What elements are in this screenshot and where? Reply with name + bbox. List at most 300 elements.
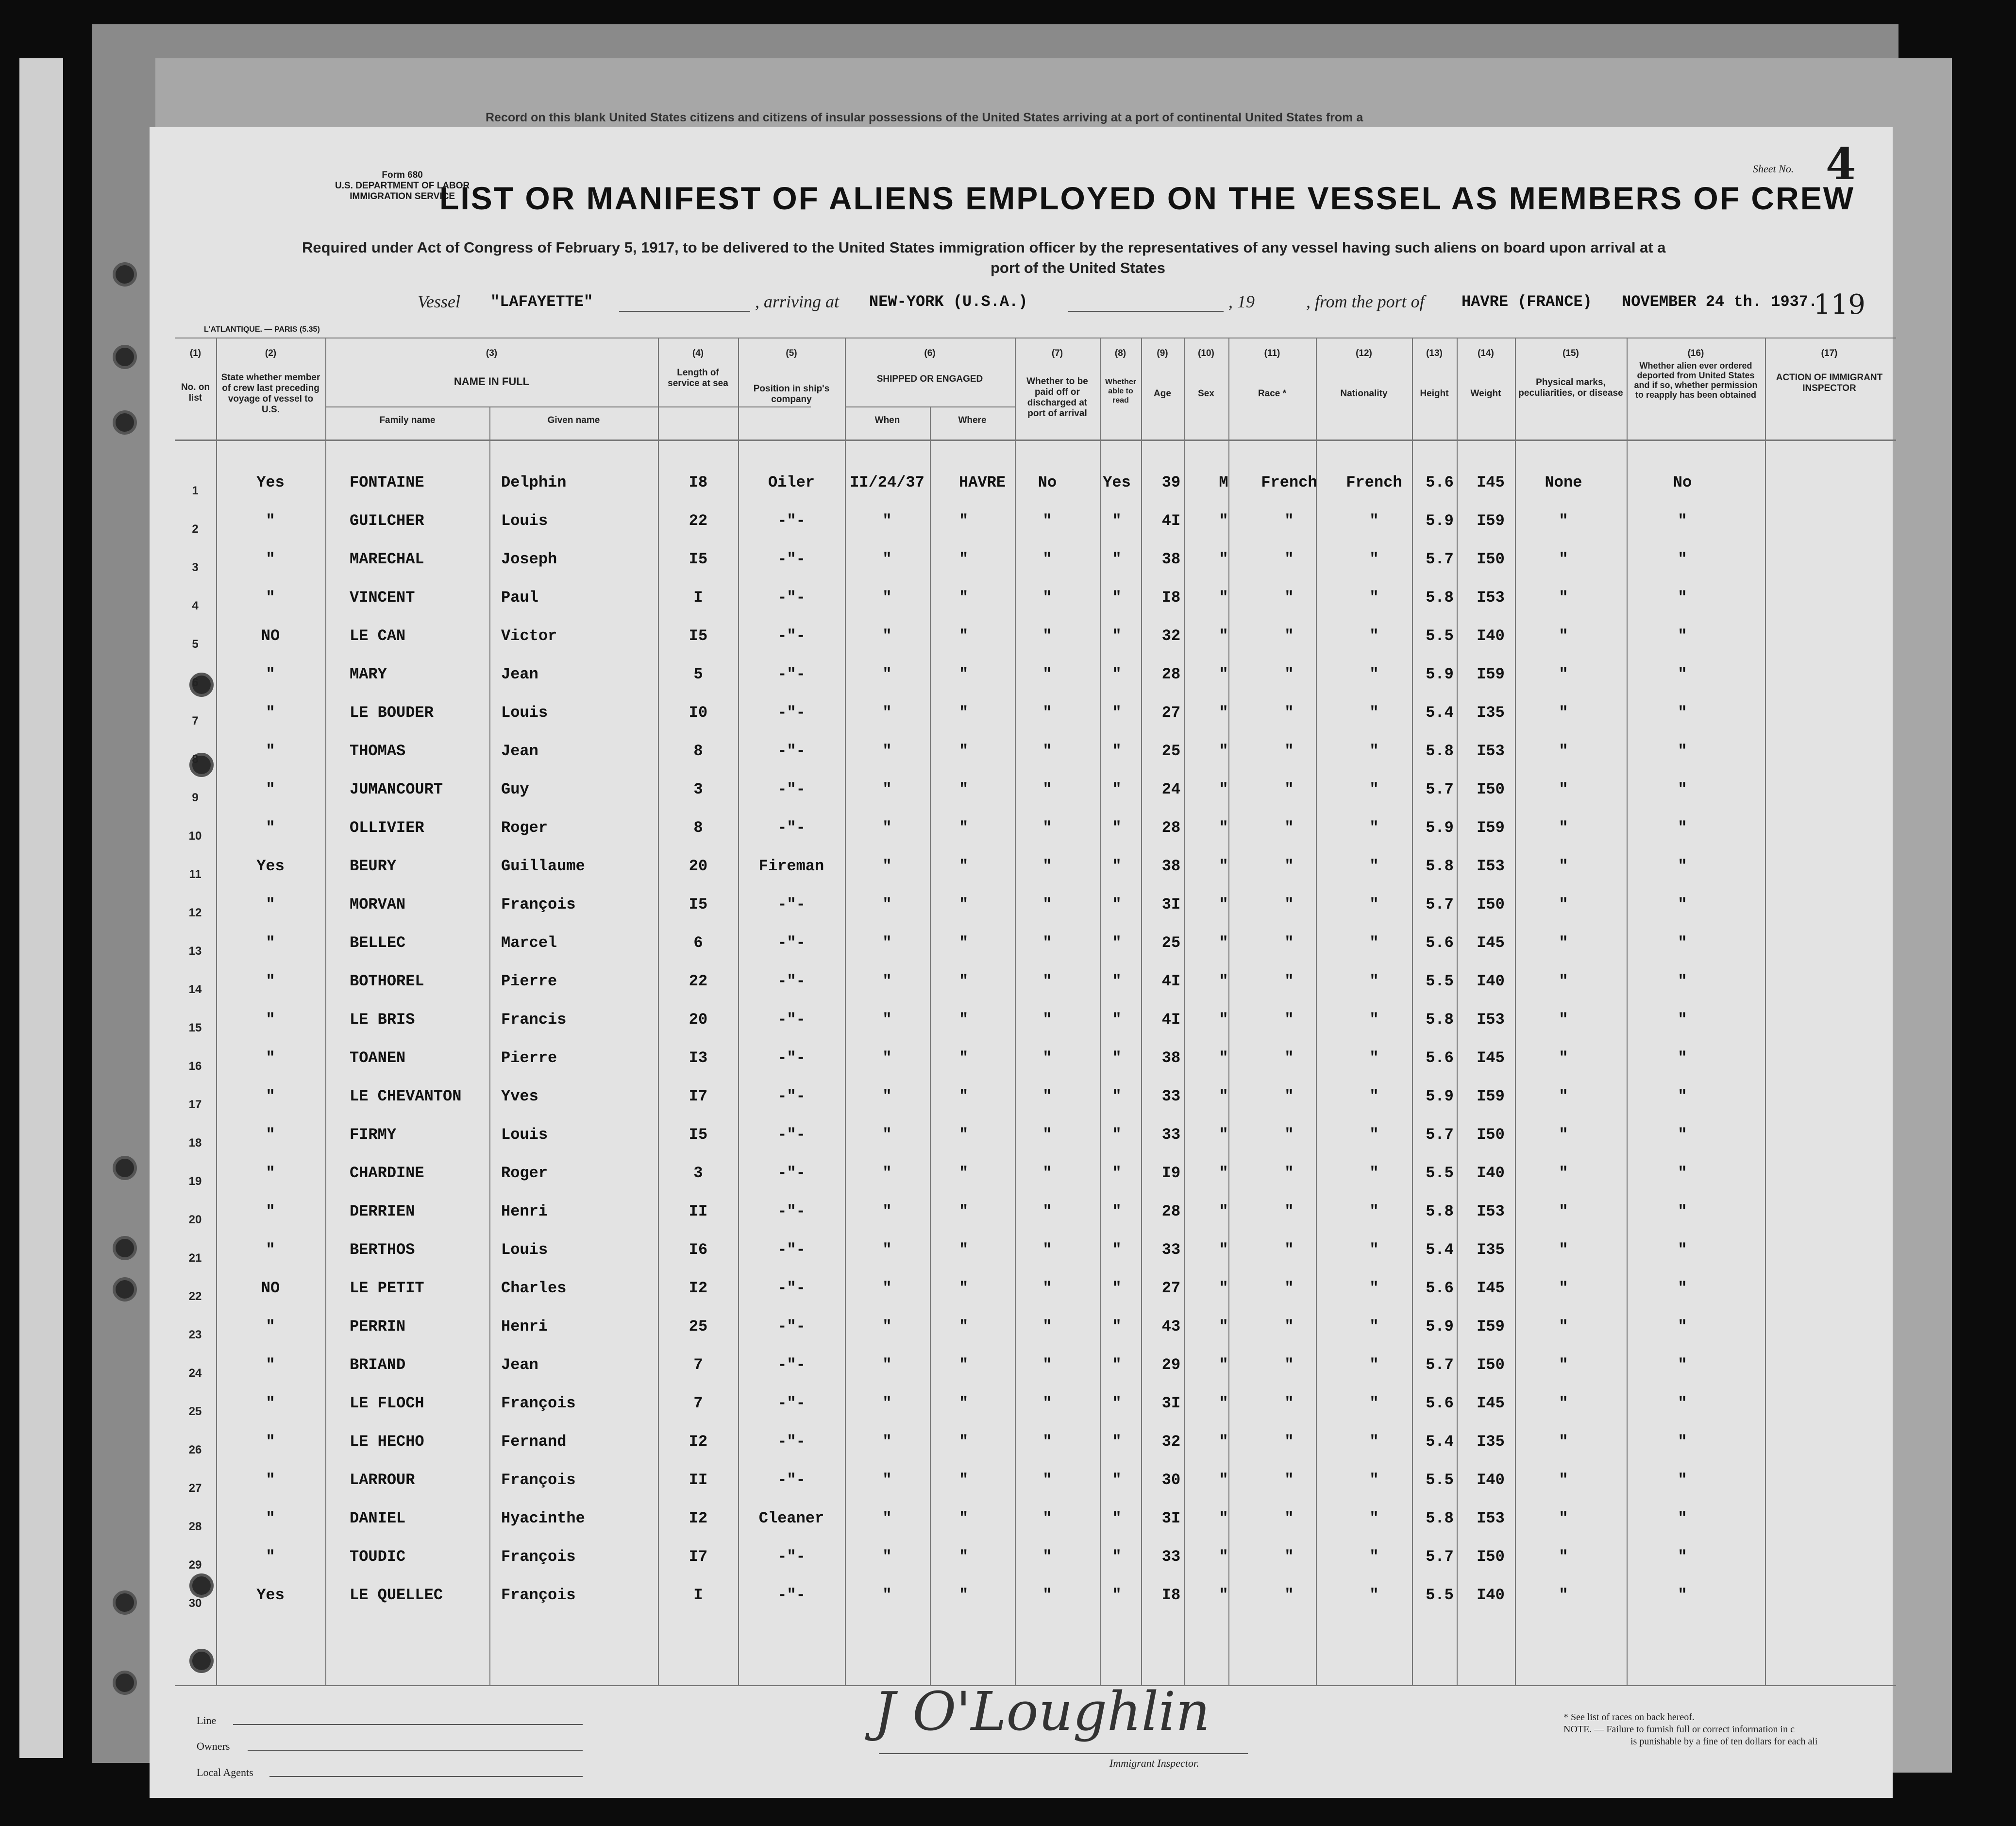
cell-height: 5.6	[1426, 934, 1454, 952]
cell-service: I	[693, 1586, 703, 1604]
cell-age: 38	[1161, 1049, 1181, 1067]
cell-when: "	[882, 1241, 892, 1259]
cell-height: 5.9	[1426, 1087, 1454, 1105]
header-given-name: Given name	[547, 415, 600, 425]
cell-deported: "	[1678, 1241, 1687, 1259]
cell-given: Charles	[501, 1279, 567, 1297]
cell-weight: I53	[1477, 589, 1505, 607]
from-port: HAVRE (FRANCE)	[1462, 293, 1592, 311]
col-number: (16)	[1687, 348, 1704, 358]
cell-sex: "	[1219, 1433, 1228, 1451]
col-number: (4)	[692, 348, 704, 358]
cell-deported: "	[1678, 1164, 1687, 1182]
cell-weight: I45	[1477, 473, 1505, 491]
header-age: Age	[1154, 389, 1171, 399]
col-number: (3)	[486, 348, 498, 358]
cell-weight: I50	[1477, 780, 1505, 798]
cell-given: Jean	[501, 665, 538, 683]
cell-position: -"-	[777, 1279, 806, 1297]
header-no-on-list: No. on list	[181, 382, 210, 403]
cell-when: "	[882, 1509, 892, 1527]
cell-weight: I50	[1477, 896, 1505, 913]
header-paid-off: Whether to be paid off or discharged at port of arrival	[1026, 376, 1088, 419]
cell-prev: "	[266, 589, 275, 607]
cell-sex: M	[1219, 473, 1228, 491]
cell-family: DANIEL	[350, 1509, 406, 1527]
cell-service: 25	[689, 1318, 708, 1336]
cell-when: "	[882, 1087, 892, 1105]
cell-service: I5	[689, 1126, 708, 1144]
cell-sex: "	[1219, 1011, 1228, 1029]
cell-age: 27	[1161, 704, 1181, 722]
cell-height: 5.7	[1426, 1548, 1454, 1566]
cell-when: "	[882, 1202, 892, 1220]
row-number: 4	[192, 599, 199, 612]
cell-service: 6	[693, 934, 703, 952]
cell-marks: "	[1559, 934, 1568, 952]
cell-position: -"-	[777, 1471, 806, 1489]
cell-marks: "	[1559, 512, 1568, 530]
cell-age: I9	[1161, 1164, 1181, 1182]
cell-race: "	[1284, 1471, 1294, 1489]
row-number: 10	[188, 829, 202, 843]
stamp-number: 119	[1814, 289, 1865, 321]
cell-read: "	[1112, 1471, 1122, 1489]
grid-line	[1228, 338, 1229, 1685]
cell-sex: "	[1219, 1394, 1228, 1412]
grid-line	[325, 338, 326, 1685]
cell-race: "	[1284, 665, 1294, 683]
row-number: 26	[188, 1443, 202, 1456]
cell-service: 22	[689, 512, 708, 530]
cell-prev: "	[266, 896, 275, 913]
grid-line	[1412, 338, 1413, 1685]
cell-given: Roger	[501, 819, 548, 837]
cell-service: II	[689, 1202, 708, 1220]
cell-marks: "	[1559, 1394, 1568, 1412]
cell-age: 4I	[1161, 1011, 1181, 1029]
cell-marks: "	[1559, 1509, 1568, 1527]
cell-where: "	[959, 1011, 969, 1029]
cell-prev: "	[266, 934, 275, 952]
header-height: Height	[1420, 389, 1449, 399]
cell-given: Pierre	[501, 1049, 557, 1067]
cell-sex: "	[1219, 665, 1228, 683]
cell-where: "	[959, 1279, 969, 1297]
owners-underline	[248, 1750, 583, 1751]
cell-sex: "	[1219, 1241, 1228, 1259]
cell-where: "	[959, 1241, 969, 1259]
cell-marks: "	[1559, 1356, 1568, 1374]
cell-race: "	[1284, 742, 1294, 760]
cell-race: "	[1284, 934, 1294, 952]
cell-where: "	[959, 512, 969, 530]
cell-given: Henri	[501, 1318, 548, 1336]
cell-read: "	[1112, 819, 1122, 837]
cell-read: "	[1112, 512, 1122, 530]
cell-nat: "	[1369, 589, 1379, 607]
cell-paid: "	[1042, 1126, 1052, 1144]
cell-when: "	[882, 1356, 892, 1374]
cell-marks: "	[1559, 1548, 1568, 1566]
row-number: 20	[188, 1213, 202, 1226]
row-number: 15	[188, 1021, 202, 1034]
cell-nat: "	[1369, 742, 1379, 760]
cell-sex: "	[1219, 780, 1228, 798]
cell-weight: I35	[1477, 1433, 1505, 1451]
owners-label: Owners	[197, 1740, 230, 1752]
cell-where: "	[959, 1087, 969, 1105]
cell-read: "	[1112, 1241, 1122, 1259]
cell-race: "	[1284, 1202, 1294, 1220]
cell-sex: "	[1219, 550, 1228, 568]
cell-family: MARECHAL	[350, 550, 424, 568]
cell-family: LARROUR	[350, 1471, 415, 1489]
cell-when: "	[882, 1318, 892, 1336]
line-underline	[233, 1724, 583, 1725]
cell-paid: "	[1042, 1011, 1052, 1029]
cell-family: LE CAN	[350, 627, 406, 645]
cell-prev: "	[266, 1126, 275, 1144]
cell-prev: "	[266, 1394, 275, 1412]
col-number: (7)	[1051, 348, 1063, 358]
cell-deported: "	[1678, 1049, 1687, 1067]
cell-prev: "	[266, 819, 275, 837]
cell-age: 33	[1161, 1548, 1181, 1566]
cell-height: 5.7	[1426, 550, 1454, 568]
cell-given: François	[501, 896, 576, 913]
cell-family: CHARDINE	[350, 1164, 424, 1182]
cell-nat: "	[1369, 1164, 1379, 1182]
cell-given: Delphin	[501, 473, 567, 491]
cell-read: "	[1112, 780, 1122, 798]
cell-age: 27	[1161, 1279, 1181, 1297]
cell-deported: "	[1678, 780, 1687, 798]
cell-sex: "	[1219, 1202, 1228, 1220]
cell-prev: "	[266, 1509, 275, 1527]
cell-given: Roger	[501, 1164, 548, 1182]
binding-hole	[113, 1236, 137, 1260]
cell-position: -"-	[777, 780, 806, 798]
footnote-penalty-cont: is punishable by a fine of ten dollars for each ali	[1630, 1736, 1818, 1747]
cell-position: -"-	[777, 589, 806, 607]
cell-weight: I45	[1477, 1279, 1505, 1297]
cell-nat: "	[1369, 780, 1379, 798]
cell-marks: "	[1559, 819, 1568, 837]
cell-deported: "	[1678, 550, 1687, 568]
service-name: IMMIGRATION SERVICE	[350, 191, 455, 202]
cell-where: "	[959, 819, 969, 837]
cell-deported: "	[1678, 589, 1687, 607]
cell-where: "	[959, 704, 969, 722]
cell-nat: "	[1369, 1202, 1379, 1220]
cell-height: 5.6	[1426, 1049, 1454, 1067]
row-number: 3	[192, 561, 199, 574]
binding-hole	[113, 1671, 137, 1695]
cell-paid: No	[1038, 473, 1057, 491]
cell-position: -"-	[777, 972, 806, 990]
cell-position: -"-	[777, 896, 806, 913]
cell-age: I8	[1161, 1586, 1181, 1604]
back-sheet-text: Record on this blank United States citizens and citizens of insular possessions of the United States arriving at a port of continental United States from a	[486, 111, 1363, 124]
cell-nat: "	[1369, 1394, 1379, 1412]
cell-marks: "	[1559, 857, 1568, 875]
cell-position: -"-	[777, 1394, 806, 1412]
cell-family: GUILCHER	[350, 512, 424, 530]
cell-where: "	[959, 1356, 969, 1374]
cell-read: "	[1112, 1548, 1122, 1566]
cell-prev: "	[266, 512, 275, 530]
arriving-label: , arriving at	[755, 292, 840, 311]
cell-position: -"-	[777, 704, 806, 722]
cell-height: 5.4	[1426, 1241, 1454, 1259]
cell-height: 5.9	[1426, 819, 1454, 837]
cell-given: Jean	[501, 742, 538, 760]
cell-age: 38	[1161, 857, 1181, 875]
cell-when: "	[882, 627, 892, 645]
col-number: (2)	[265, 348, 277, 358]
cell-race: "	[1284, 1356, 1294, 1374]
cell-prev: "	[266, 1011, 275, 1029]
cell-when: "	[882, 1394, 892, 1412]
cell-deported: "	[1678, 1433, 1687, 1451]
cell-nat: "	[1369, 1433, 1379, 1451]
cell-age: 32	[1161, 1433, 1181, 1451]
col-number: (14)	[1478, 348, 1494, 358]
inspector-label: Immigrant Inspector.	[1109, 1757, 1199, 1769]
cell-marks: "	[1559, 704, 1568, 722]
cell-height: 5.6	[1426, 1279, 1454, 1297]
cell-service: I2	[689, 1279, 708, 1297]
cell-paid: "	[1042, 1394, 1052, 1412]
cell-family: LE BRIS	[350, 1011, 415, 1029]
header-sex: Sex	[1198, 389, 1214, 399]
cell-deported: "	[1678, 1586, 1687, 1604]
cell-when: "	[882, 857, 892, 875]
cell-where: "	[959, 1586, 969, 1604]
cell-position: -"-	[777, 550, 806, 568]
cell-family: LE QUELLEC	[350, 1586, 443, 1604]
cell-prev: Yes	[256, 857, 285, 875]
cell-read: "	[1112, 550, 1122, 568]
col-number: (10)	[1198, 348, 1214, 358]
col-number: (12)	[1356, 348, 1372, 358]
cell-height: 5.7	[1426, 780, 1454, 798]
cell-sex: "	[1219, 857, 1228, 875]
col-number: (15)	[1562, 348, 1579, 358]
cell-paid: "	[1042, 704, 1052, 722]
header-where: Where	[958, 415, 987, 425]
cell-nat: "	[1369, 857, 1379, 875]
cell-weight: I53	[1477, 742, 1505, 760]
cell-deported: "	[1678, 1279, 1687, 1297]
cell-weight: I40	[1477, 1471, 1505, 1489]
cell-where: "	[959, 1164, 969, 1182]
row-number: 22	[188, 1290, 202, 1303]
cell-paid: "	[1042, 1049, 1052, 1067]
cell-where: "	[959, 896, 969, 913]
cell-race: "	[1284, 1394, 1294, 1412]
cell-marks: "	[1559, 1471, 1568, 1489]
col-number: (9)	[1157, 348, 1168, 358]
cell-when: "	[882, 1049, 892, 1067]
row-number: 28	[188, 1520, 202, 1533]
row-number: 19	[188, 1175, 202, 1188]
cell-given: Yves	[501, 1087, 538, 1105]
cell-read: "	[1112, 742, 1122, 760]
cell-prev: "	[266, 1433, 275, 1451]
cell-given: Louis	[501, 512, 548, 530]
cell-height: 5.7	[1426, 896, 1454, 913]
cell-paid: "	[1042, 972, 1052, 990]
cell-nat: "	[1369, 1318, 1379, 1336]
cell-given: Francis	[501, 1011, 567, 1029]
cell-where: "	[959, 627, 969, 645]
cell-age: 28	[1161, 665, 1181, 683]
cell-when: "	[882, 934, 892, 952]
cell-nat: "	[1369, 934, 1379, 952]
binding-hole	[113, 410, 137, 435]
cell-age: 30	[1161, 1471, 1181, 1489]
cell-where: "	[959, 857, 969, 875]
cell-position: -"-	[777, 665, 806, 683]
cell-where: "	[959, 1394, 969, 1412]
cell-where: HAVRE	[959, 473, 1006, 491]
cell-read: "	[1112, 934, 1122, 952]
cell-weight: I35	[1477, 704, 1505, 722]
cell-where: "	[959, 780, 969, 798]
cell-weight: I50	[1477, 550, 1505, 568]
cell-family: BERTHOS	[350, 1241, 415, 1259]
cell-nat: "	[1369, 1049, 1379, 1067]
cell-deported: "	[1678, 1471, 1687, 1489]
cell-when: "	[882, 819, 892, 837]
col-number: (6)	[924, 348, 936, 358]
cell-weight: I53	[1477, 857, 1505, 875]
cell-prev: "	[266, 1318, 275, 1336]
grid-line	[1015, 338, 1016, 1685]
cell-family: PERRIN	[350, 1318, 406, 1336]
cell-race: "	[1284, 1509, 1294, 1527]
cell-marks: "	[1559, 1164, 1568, 1182]
cell-service: 22	[689, 972, 708, 990]
cell-paid: "	[1042, 780, 1052, 798]
grid-line	[1141, 338, 1142, 1685]
cell-sex: "	[1219, 1126, 1228, 1144]
cell-race: "	[1284, 1548, 1294, 1566]
footnote-penalty: NOTE. — Failure to furnish full or correct information in c	[1563, 1724, 1795, 1735]
row-number: 7	[192, 714, 199, 727]
cell-race: "	[1284, 972, 1294, 990]
cell-position: -"-	[777, 1548, 806, 1566]
cell-age: 38	[1161, 550, 1181, 568]
header-race: Race *	[1258, 389, 1287, 399]
cell-service: I6	[689, 1241, 708, 1259]
header-shipped: SHIPPED OR ENGAGED	[876, 374, 983, 384]
cell-paid: "	[1042, 896, 1052, 913]
cell-prev: Yes	[256, 1586, 285, 1604]
cell-deported: "	[1678, 934, 1687, 952]
cell-service: I5	[689, 896, 708, 913]
cell-marks: "	[1559, 1011, 1568, 1029]
cell-marks: "	[1559, 742, 1568, 760]
cell-height: 5.7	[1426, 1126, 1454, 1144]
cell-age: 28	[1161, 1202, 1181, 1220]
cell-family: LE PETIT	[350, 1279, 424, 1297]
cell-deported: "	[1678, 857, 1687, 875]
col-number: (8)	[1114, 348, 1126, 358]
grid-line	[489, 406, 490, 1685]
grid-line	[738, 338, 739, 1685]
cell-nat: "	[1369, 550, 1379, 568]
cell-marks: "	[1559, 1202, 1568, 1220]
cell-when: "	[882, 550, 892, 568]
cell-deported: "	[1678, 1126, 1687, 1144]
row-number: 14	[188, 983, 202, 996]
cell-where: "	[959, 665, 969, 683]
cell-where: "	[959, 1471, 969, 1489]
cell-prev: "	[266, 1164, 275, 1182]
header-length-service: Length of service at sea	[668, 368, 728, 389]
cell-family: FIRMY	[350, 1126, 397, 1144]
row-number: 9	[192, 791, 199, 804]
grid-line	[658, 338, 659, 1685]
cell-nat: "	[1369, 1356, 1379, 1374]
row-number: 1	[192, 484, 199, 497]
cell-age: 3I	[1161, 1509, 1181, 1527]
cell-marks: "	[1559, 896, 1568, 913]
cell-family: MORVAN	[350, 896, 406, 913]
cell-where: "	[959, 1126, 969, 1144]
cell-service: I2	[689, 1509, 708, 1527]
cell-weight: I40	[1477, 627, 1505, 645]
cell-nat: "	[1369, 819, 1379, 837]
cell-prev: "	[266, 1049, 275, 1067]
cell-height: 5.9	[1426, 665, 1454, 683]
cell-nat: "	[1369, 1509, 1379, 1527]
crew-manifest-table	[175, 338, 1896, 1685]
cell-deported: "	[1678, 1087, 1687, 1105]
cell-nat: "	[1369, 665, 1379, 683]
cell-paid: "	[1042, 1433, 1052, 1451]
cell-position: -"-	[777, 1356, 806, 1374]
date-underline	[1068, 311, 1224, 312]
cell-position: -"-	[777, 512, 806, 530]
cell-deported: "	[1678, 1318, 1687, 1336]
cell-prev: NO	[261, 627, 280, 645]
cell-deported: "	[1678, 512, 1687, 530]
cell-weight: I53	[1477, 1509, 1505, 1527]
cell-family: LE HECHO	[350, 1433, 424, 1451]
cell-height: 5.8	[1426, 1202, 1454, 1220]
header-prev-voyage: State whether member of crew last preceding voyage of vessel to U.S.	[221, 372, 320, 415]
cell-height: 5.4	[1426, 704, 1454, 722]
cell-prev: "	[266, 1087, 275, 1105]
cell-marks: "	[1559, 589, 1568, 607]
cell-read: "	[1112, 1586, 1122, 1604]
cell-prev: "	[266, 704, 275, 722]
cell-paid: "	[1042, 1241, 1052, 1259]
cell-family: BELLEC	[350, 934, 406, 952]
cell-height: 5.5	[1426, 972, 1454, 990]
cell-service: I0	[689, 704, 708, 722]
cell-given: Fernand	[501, 1433, 567, 1451]
row-number: 11	[189, 868, 202, 881]
cell-marks: "	[1559, 972, 1568, 990]
header-weight: Weight	[1470, 389, 1501, 399]
cell-nat: French	[1346, 473, 1402, 491]
cell-when: "	[882, 589, 892, 607]
